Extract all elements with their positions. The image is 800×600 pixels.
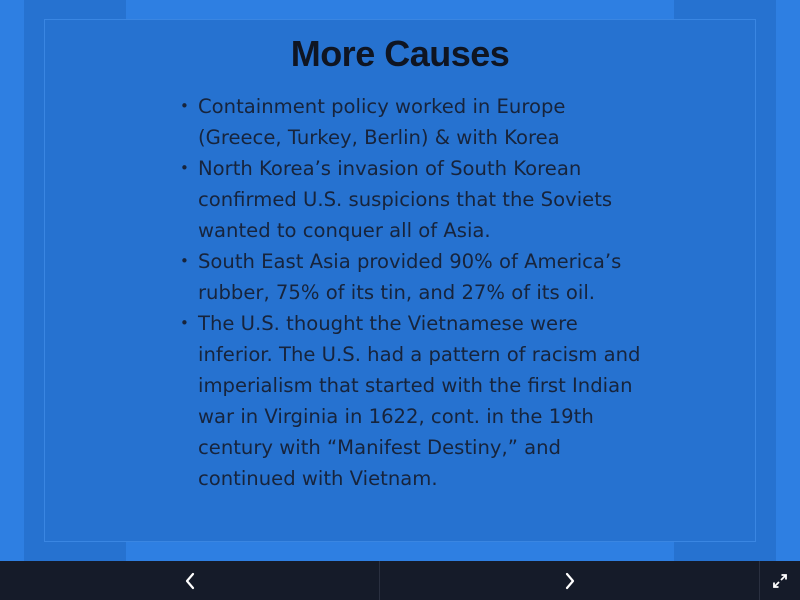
bullet-text: Containment policy worked in Europe (Greece, Turkey, Berlin) & with Korea bbox=[198, 95, 566, 149]
frame-corner-bottom-right bbox=[674, 542, 776, 561]
bullet-item bbox=[178, 153, 648, 246]
bullet-item bbox=[178, 91, 648, 153]
bullet-dot: • bbox=[180, 97, 189, 115]
next-slide-button[interactable] bbox=[380, 561, 760, 600]
frame-corner-top-left bbox=[24, 0, 126, 19]
bullet-text: North Korea’s invasion of South Korean confirmed U.S. suspicions that the Soviets wanted to conquer all of Asia. bbox=[198, 157, 613, 242]
bullet-list bbox=[178, 91, 648, 494]
frame-side-right bbox=[756, 19, 776, 542]
bullet-dot: • bbox=[180, 314, 189, 332]
slide-navigation-bar bbox=[0, 561, 800, 600]
expand-icon bbox=[771, 572, 789, 590]
bullet-text: South East Asia provided 90% of America’s rubber, 75% of its tin, and 27% of its oil. bbox=[198, 250, 622, 304]
bullet-dot: • bbox=[180, 252, 189, 270]
frame-corner-bottom-left bbox=[24, 542, 126, 561]
bullet-item bbox=[178, 308, 648, 494]
frame-corner-top-right bbox=[674, 0, 776, 19]
previous-slide-button[interactable] bbox=[0, 561, 380, 600]
fullscreen-button[interactable] bbox=[760, 561, 800, 600]
chevron-right-icon bbox=[564, 572, 576, 590]
bullet-text: The U.S. thought the Vietnamese were inferior. The U.S. had a pattern of racism and imperialism that started with the first Indian war in Virginia in 1622, cont. in the 19th century with “Manifest Destiny,” and continued with Vietnam. bbox=[198, 312, 641, 490]
bullet-dot: • bbox=[180, 159, 189, 177]
chevron-left-icon bbox=[184, 572, 196, 590]
bullet-item bbox=[178, 246, 648, 308]
slide-title: More Causes bbox=[290, 33, 510, 74]
frame-side-left bbox=[24, 19, 44, 542]
